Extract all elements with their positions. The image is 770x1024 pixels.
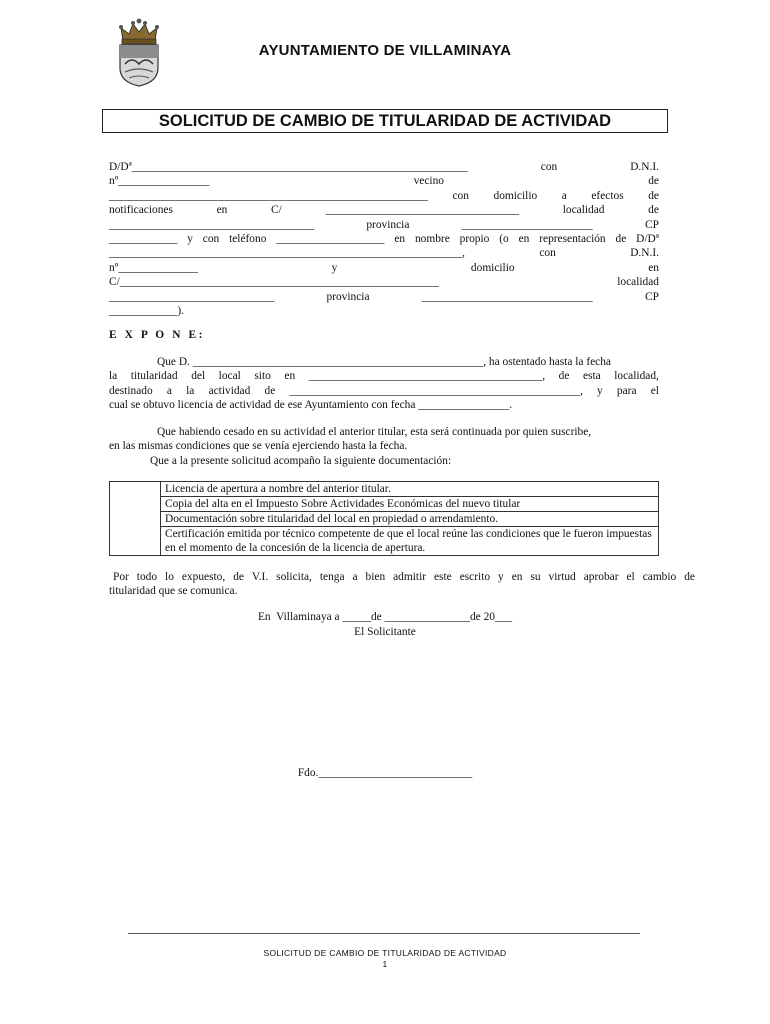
form-title: SOLICITUD DE CAMBIO DE TITULARIDAD DE ACTIVIDAD — [102, 109, 668, 133]
organization-name: AYUNTAMIENTO DE VILLAMINAYA — [258, 42, 512, 59]
text-word: de — [558, 370, 570, 383]
text-word: D.N.I. — [630, 247, 659, 260]
text-word: su — [530, 571, 541, 583]
text-word: con — [539, 247, 556, 260]
phone-field[interactable]: ___________________ — [276, 233, 385, 246]
text-word: la — [186, 384, 195, 397]
text-word: virtud — [548, 571, 576, 583]
applicant-line — [109, 203, 659, 217]
applicant-line — [109, 261, 659, 275]
text-word: notificaciones — [109, 204, 173, 217]
text-word: propio — [459, 233, 490, 246]
text-word: de — [648, 175, 659, 188]
text-word: sito — [254, 370, 271, 383]
paragraph-line — [109, 369, 659, 383]
text-word: cambio — [642, 571, 677, 583]
text-word: de — [648, 189, 659, 202]
applicant-line — [109, 232, 659, 246]
text-word: D.N.I. — [630, 161, 659, 173]
text-word: domicilio — [470, 261, 515, 274]
text-word: provincia — [366, 218, 410, 231]
text-word: localidad — [617, 276, 659, 289]
documents-checkbox-column[interactable] — [110, 482, 161, 556]
applicant-line — [109, 275, 659, 289]
representative-province-field[interactable]: ______________________________ — [421, 290, 593, 303]
text-word: localidad, — [614, 370, 659, 383]
dni-field[interactable]: nº________________ — [109, 175, 210, 188]
documents-table — [109, 481, 659, 556]
table-row — [110, 512, 659, 527]
text-word: actividad — [208, 384, 251, 397]
representative-locality-field[interactable]: _____________________________ — [109, 290, 275, 303]
document-item: Copia del alta en el Impuesto Sobre Actividades Económicas del nuevo titular — [161, 497, 659, 512]
text-word: el — [650, 384, 659, 397]
text-word: escrito — [459, 571, 491, 583]
text-word: de — [648, 204, 659, 217]
text-word: localidad — [562, 204, 605, 217]
text-word: tenga — [319, 571, 345, 583]
text-word: en — [518, 233, 530, 246]
text-word: la — [109, 370, 118, 383]
province-field[interactable]: _______________________ — [461, 218, 593, 231]
text-word: a — [352, 571, 358, 583]
text-word: el — [626, 571, 635, 583]
document-item: Licencia de apertura a nombre del anterior titular. — [161, 482, 659, 497]
street-field[interactable]: __________________________________ — [325, 204, 520, 217]
applicant-line — [109, 218, 659, 232]
text-word: solicita, — [276, 571, 312, 583]
text-word: y — [331, 261, 338, 274]
text-word: de — [684, 571, 695, 583]
text-word: efectos — [591, 189, 624, 202]
premises-address-field[interactable]: _________________________________________, — [308, 370, 546, 383]
request-paragraph — [109, 570, 695, 599]
text-word: C/ — [271, 204, 282, 217]
text-word: destinado — [109, 384, 153, 397]
expone-paragraph-2 — [109, 425, 659, 468]
footer-title: SOLICITUD DE CAMBIO DE TITULARIDAD DE ACTIVIDAD — [263, 948, 507, 958]
text-word: para — [616, 384, 637, 397]
text-word: en — [394, 233, 406, 246]
text-word: y — [597, 384, 603, 397]
representative-postal-code-field[interactable]: ____________). — [109, 305, 184, 318]
text-word: con — [540, 161, 558, 173]
text-word: en — [216, 204, 228, 217]
applicant-line — [109, 290, 659, 304]
applicant-name-field[interactable]: D/Dª___________________________________________________________ — [109, 161, 468, 173]
text-word: Por — [113, 571, 129, 583]
place-date-line[interactable]: En Villaminaya a _____de _______________de 20___ — [257, 611, 513, 623]
residence-field[interactable]: ________________________________________________________ — [109, 189, 428, 202]
text-word: y — [498, 571, 504, 583]
text-word: expuesto, — [181, 571, 226, 583]
applicant-line — [109, 189, 659, 203]
text-word: de — [233, 571, 244, 583]
text-word: nombre — [414, 233, 450, 246]
table-row — [110, 482, 659, 497]
page-number: 1 — [382, 959, 388, 969]
expone-paragraph-1 — [109, 355, 659, 413]
paragraph-line: Que habiendo cesado en su actividad el anterior titular, esta será continuada por quien suscribe, — [157, 426, 592, 438]
text-word: con — [202, 233, 220, 246]
expone-heading: E X P O N E: — [109, 329, 206, 341]
text-word: a — [166, 384, 172, 397]
applicant-line — [109, 246, 659, 260]
text-word: D/Dª — [636, 233, 659, 246]
text-word: CP — [645, 218, 659, 231]
license-date-line[interactable]: cual se obtuvo licencia de actividad de ese Ayuntamiento con fecha ________________. — [109, 399, 513, 412]
documents-intro: Que a la presente solicitud acompaño la siguiente documentación: — [150, 454, 452, 467]
activity-field[interactable]: ___________________________________________________, — [289, 384, 583, 397]
paragraph-line: Que D. ___________________________________________________, ha ostentado hasta la fecha — [157, 356, 611, 368]
text-word: teléfono — [229, 233, 267, 246]
representative-street-field[interactable]: C/________________________________________________________ — [109, 276, 439, 289]
text-word: CP — [645, 290, 659, 303]
text-word: lo — [165, 571, 174, 583]
footer-divider — [128, 933, 640, 934]
paragraph-line — [109, 384, 659, 398]
text-word: de — [264, 384, 276, 397]
text-word: en — [284, 370, 296, 383]
text-word: este — [434, 571, 452, 583]
postal-code-field[interactable]: ____________ — [109, 233, 178, 246]
signature-line[interactable]: Fdo.___________________________ — [297, 767, 473, 779]
representative-name-field[interactable]: ______________________________________________________________, — [109, 247, 465, 260]
paragraph-line: en las mismas condiciones que se venía ejerciendo hasta la fecha. — [109, 440, 408, 453]
text-word: vecino — [413, 175, 444, 188]
applicant-role: El Solicitante — [354, 626, 416, 638]
text-word: aprobar — [583, 571, 619, 583]
text-word: con — [452, 189, 469, 202]
paragraph-line: titularidad que se comunica. — [109, 585, 238, 598]
text-word: esta — [582, 370, 601, 383]
table-row — [110, 497, 659, 512]
text-word: bien — [365, 571, 386, 583]
table-row — [110, 527, 659, 556]
text-word: local — [218, 370, 241, 383]
text-word: representación — [539, 233, 606, 246]
text-word: todo — [136, 571, 158, 583]
applicant-line — [109, 160, 659, 174]
text-word: del — [191, 370, 206, 383]
text-word: y — [187, 233, 193, 246]
text-word: titularidad — [130, 370, 178, 383]
text-word: a — [561, 189, 567, 202]
text-word: de — [615, 233, 627, 246]
text-word: V.I. — [251, 571, 269, 583]
text-word: en — [648, 261, 659, 274]
document-item: Documentación sobre titularidad del local en propiedad o arrendamiento. — [161, 512, 659, 527]
text-word: provincia — [326, 290, 370, 303]
text-word: en — [511, 571, 523, 583]
locality-field[interactable]: ____________________________________ — [109, 218, 315, 231]
applicant-line — [109, 174, 659, 188]
text-word: admitir — [393, 571, 427, 583]
paragraph-line — [109, 570, 695, 584]
applicant-block — [109, 160, 659, 318]
representative-dni-field[interactable]: nº______________ — [109, 261, 198, 274]
document-item: Certificación emitida por técnico competente de que el local reúne las condiciones que le fueron impuestas en el momento de la concesión de la licencia de apertura. — [161, 527, 659, 556]
text-word: domicilio — [493, 189, 538, 202]
text-word: (o — [499, 233, 509, 246]
